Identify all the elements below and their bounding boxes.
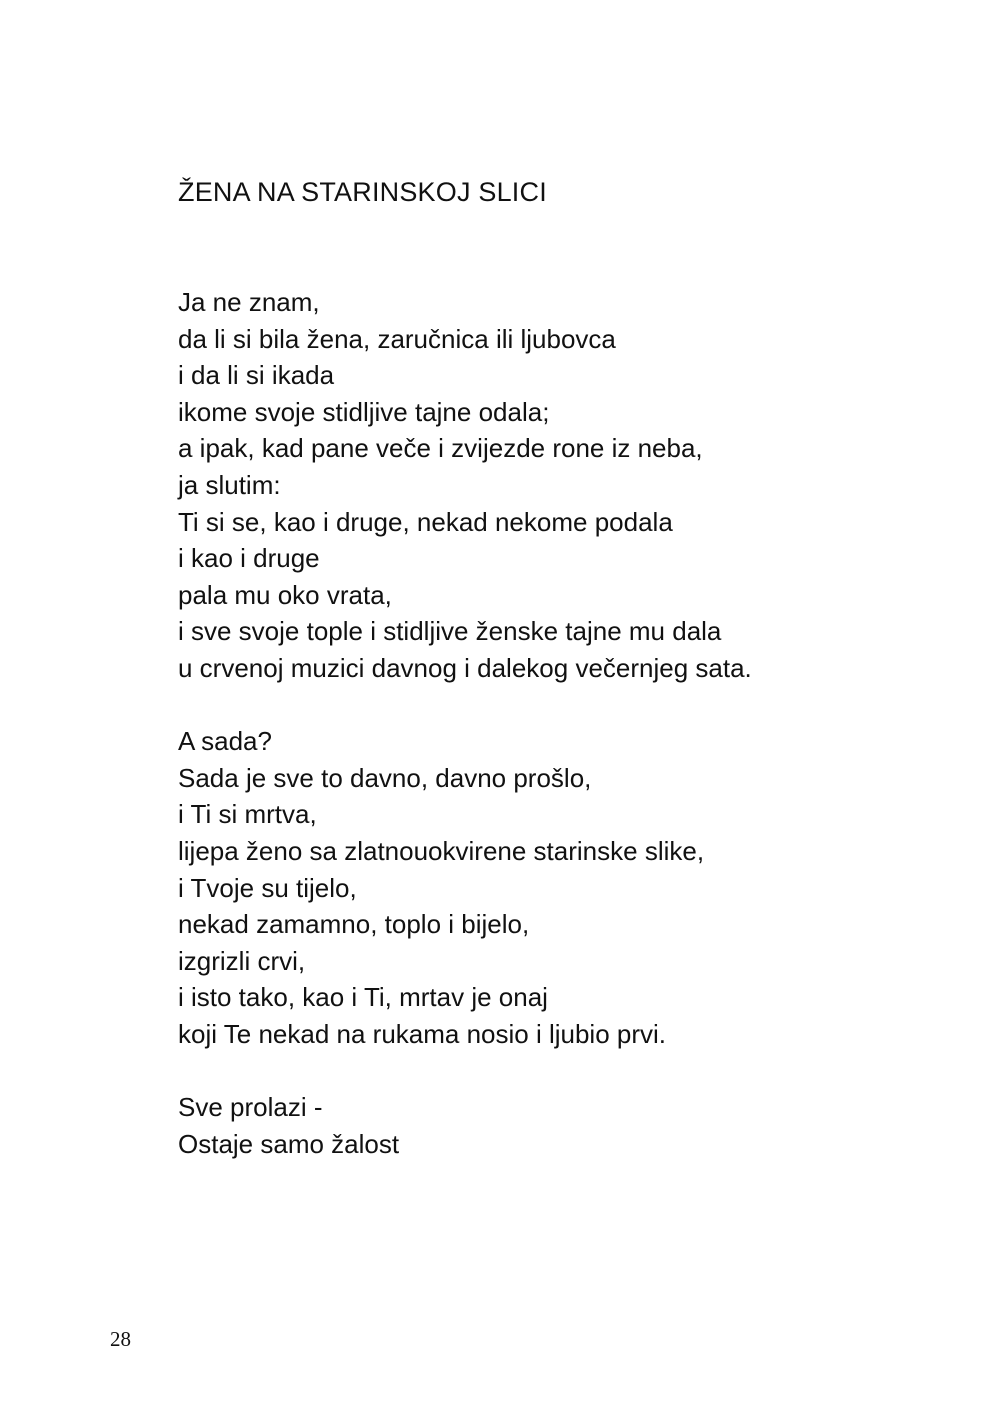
poem-title: ŽENA NA STARINSKOJ SLICI xyxy=(178,177,547,207)
stanza-1 xyxy=(178,284,938,687)
poem-line: koji Te nekad na rukama nosio i ljubio prvi. xyxy=(178,1018,667,1049)
poem-line: ikome svoje stidljive tajne odala; xyxy=(178,396,550,427)
poem-line: i isto tako, kao i Ti, mrtav je onaj xyxy=(178,982,548,1013)
poem-line: i kao i druge xyxy=(178,543,320,574)
poem-line: i sve svoje tople i stidljive ženske tajne mu dala xyxy=(178,616,722,647)
poem-line: izgrizli crvi, xyxy=(178,945,306,976)
poem-line: pala mu oko vrata, xyxy=(178,579,392,610)
poem-line: Sada je sve to davno, davno prošlo, xyxy=(178,762,592,793)
poem-line: A sada? xyxy=(178,726,272,757)
poem-line: lijepa ženo sa zlatnouokvirene starinske slike, xyxy=(178,835,705,866)
poem-line: nekad zamamno, toplo i bijelo, xyxy=(178,909,530,940)
stanza-3 xyxy=(178,1089,938,1162)
poem-line: Ostaje samo žalost xyxy=(178,1128,400,1159)
poem-line: Ti si se, kao i druge, nekad nekome podala xyxy=(178,506,673,537)
poem-line: da li si bila žena, zaručnica ili ljubovca xyxy=(178,323,616,354)
poem-line: ja slutim: xyxy=(178,469,281,500)
poem-line: i Tvoje su tijelo, xyxy=(178,872,357,903)
poem-line: a ipak, kad pane veče i zvijezde rone iz neba, xyxy=(178,433,703,464)
poem-line: u crvenoj muzici davnog i dalekog večernjeg sata. xyxy=(178,652,752,683)
poem-body xyxy=(178,284,938,1199)
page-number: 28 xyxy=(110,1327,131,1351)
poem-line: Ja ne znam, xyxy=(178,287,320,317)
poem-line: i Ti si mrtva, xyxy=(178,799,317,830)
stanza-2 xyxy=(178,723,938,1052)
poem-line: i da li si ikada xyxy=(178,360,335,391)
poem-line: Sve prolazi - xyxy=(178,1092,323,1123)
